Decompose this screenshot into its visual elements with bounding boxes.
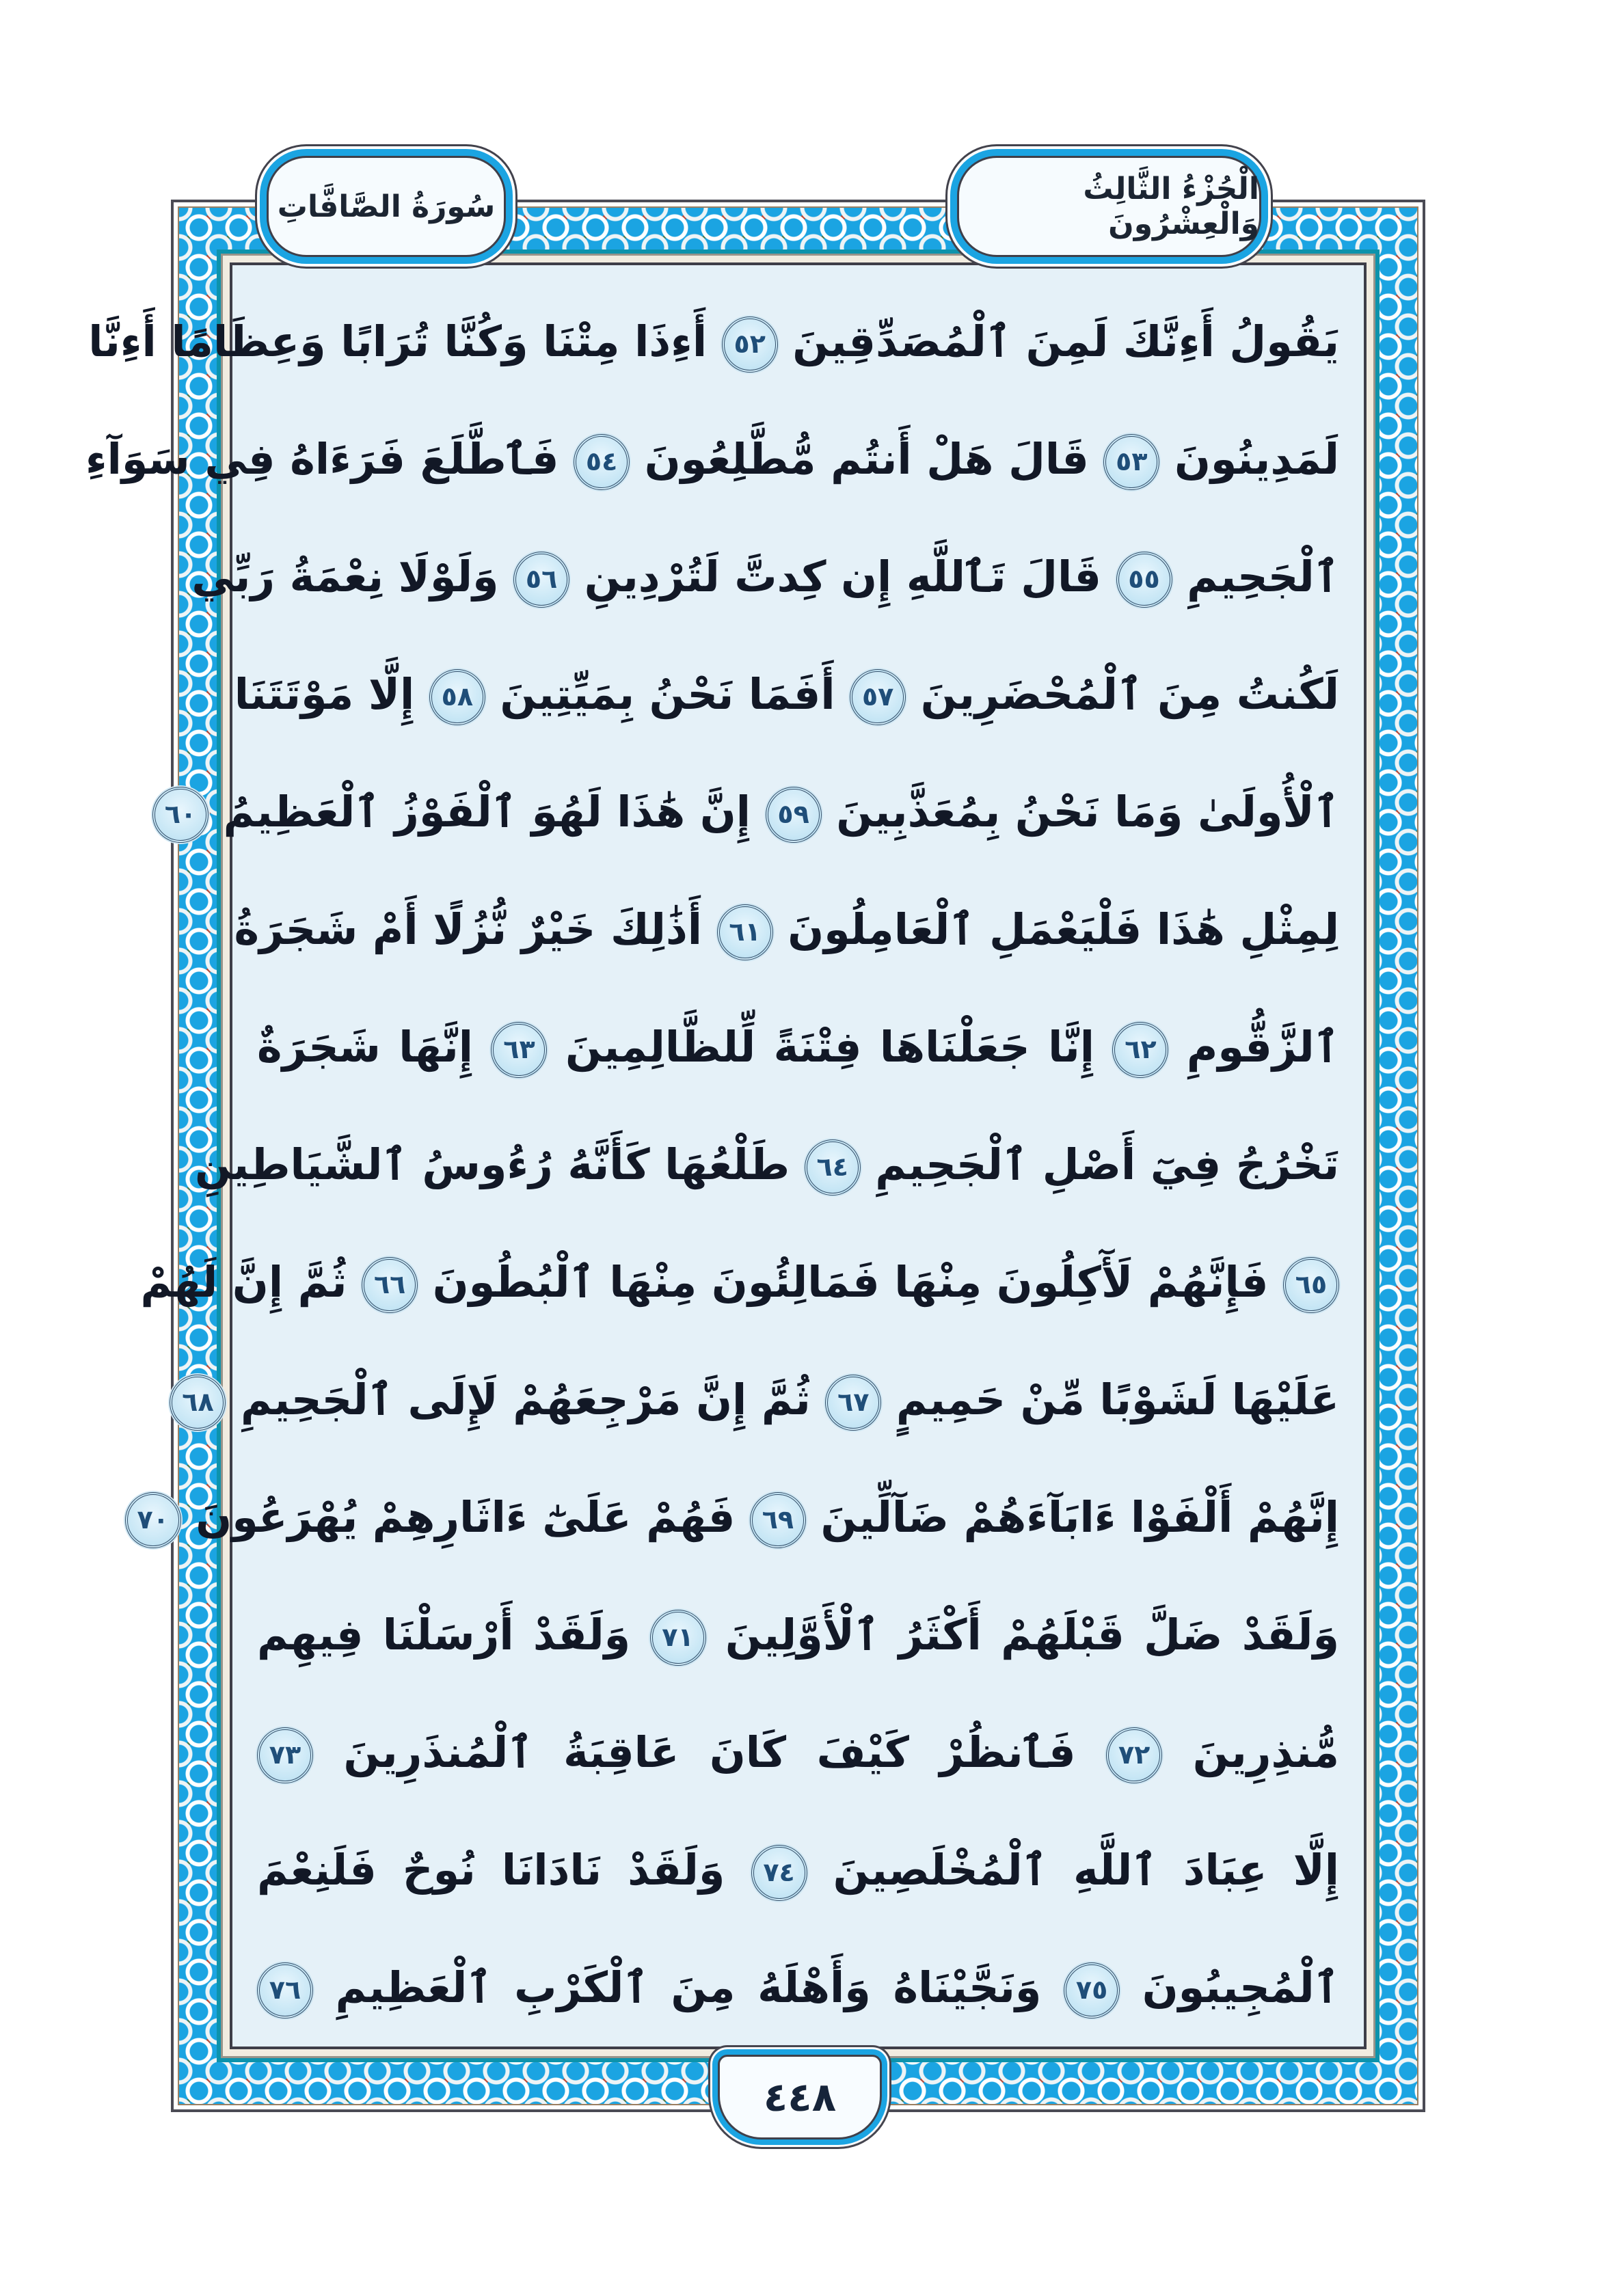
quran-text <box>85 262 1367 2049</box>
ayah-text: وَلَقَدْ نَادَانَا نُوحٌ فَلَنِعْمَ <box>257 1845 751 1895</box>
ayah-text: عَلَيْهَا لَشَوْبًا مِّنْ حَمِيمٍ <box>881 1375 1339 1424</box>
ayah-text: فَهُمْ عَلَىٰٓ ءَاثَارِهِمْ يُهْرَعُونَ <box>180 1492 750 1542</box>
ayah-text: طَلْعُهَا كَأَنَّهُ رُءُوسُ ٱلشَّيَاطِينِ <box>194 1139 805 1189</box>
verse-number-medallion: ٦٣ <box>491 1022 547 1078</box>
arabesque-border-band <box>85 206 1418 2105</box>
ayah-text: ٱلْجَحِيمِ <box>1172 552 1339 602</box>
verse-number-medallion: ٥٩ <box>766 787 822 843</box>
ayah-text: وَلَقَدْ أَرْسَلْنَا فِيهِم <box>257 1610 650 1660</box>
ayah-text: إِنَّا جَعَلْنَاهَا فِتْنَةً لِّلظَّالِمِينَ <box>547 1022 1113 1072</box>
quran-line <box>257 988 1339 1106</box>
ayah-text: إِنَّ هَٰذَا لَهُوَ ٱلْفَوْزُ ٱلْعَظِيمُ <box>208 787 766 837</box>
verse-number-medallion: ٥٧ <box>850 669 906 725</box>
ayah-text: أَفَمَا نَحْنُ بِمَيِّتِينَ <box>485 669 850 719</box>
ayah-text: فَٱنظُرْ كَيْفَ كَانَ عَاقِبَةُ ٱلْمُنذَرِينَ <box>313 1727 1107 1777</box>
quran-line <box>85 401 1339 518</box>
verse-number-medallion: ٧١ <box>650 1610 706 1666</box>
verse-number-medallion: ٦٢ <box>1112 1022 1168 1078</box>
quran-line <box>191 518 1339 636</box>
ayah-text: فَٱطَّلَعَ فَرَءَاهُ فِي سَوَآءِ <box>85 434 574 484</box>
verse-number-medallion: ٧٥ <box>1064 1962 1120 2018</box>
ayah-text: إِلَّا عِبَادَ ٱللَّهِ ٱلْمُخْلَصِينَ <box>807 1845 1339 1895</box>
ayah-text: أَءِذَا مِتْنَا وَكُنَّا تُرَابًا وَعِظَامًا أَءِنَّا <box>88 316 722 366</box>
ayah-text: فَإِنَّهُمْ لَأٓكِلُونَ مِنْهَا فَمَالِئُونَ مِنْهَا ٱلْبُطُونَ <box>418 1257 1283 1307</box>
page-number-label: ٤٤٨ <box>763 2074 837 2120</box>
verse-number-medallion: ٦٥ <box>1283 1257 1339 1313</box>
verse-number-medallion: ٥٨ <box>429 669 485 725</box>
verse-number-medallion: ٧٦ <box>257 1962 313 2018</box>
juz-name-label: الْجُزْءُ الثَّالِثُ وَالْعِشْرُونَ <box>1083 172 1259 241</box>
verse-number-medallion: ٥٢ <box>722 316 778 373</box>
ayah-text: ٱلْأُولَىٰ وَمَا نَحْنُ بِمُعَذَّبِينَ <box>821 787 1339 837</box>
quran-line <box>140 1224 1339 1341</box>
verse-number-medallion: ٧٣ <box>257 1727 313 1783</box>
ayah-text: يَقُولُ أَءِنَّكَ لَمِنَ ٱلْمُصَدِّقِينَ <box>777 316 1339 366</box>
ayah-text: ٱلْمُجِيبُونَ <box>1120 1962 1340 2012</box>
decorative-border-frame <box>85 200 1425 2112</box>
verse-number-medallion: ٥٣ <box>1103 434 1159 490</box>
quran-line <box>182 1341 1339 1459</box>
ayah-text: قَالَ هَلْ أَنتُم مُّطَّلِعُونَ <box>630 434 1104 484</box>
ayah-text: أَذَٰلِكَ خَيْرٌ نُّزُلًا أَمْ شَجَرَةُ <box>234 904 717 954</box>
verse-number-medallion: ٧٤ <box>751 1845 807 1901</box>
ayah-text: إِلَّا مَوْتَتَنَا <box>234 669 429 719</box>
quran-line <box>164 753 1339 871</box>
quran-line <box>257 1694 1339 1811</box>
surah-name-tab <box>267 156 506 257</box>
ayah-text: تَخْرُجُ فِيٓ أَصْلِ ٱلْجَحِيمِ <box>860 1139 1339 1189</box>
quran-line <box>194 1106 1339 1224</box>
quran-line <box>257 1929 1339 2047</box>
verse-number-medallion: ٦٩ <box>750 1492 806 1548</box>
ayah-text: قَالَ تَٱللَّهِ إِن كِدتَّ لَتُرْدِينِ <box>569 552 1116 602</box>
ayah-text: إِنَّهُمْ أَلْفَوْا ءَابَآءَهُمْ ضَآلِّينَ <box>805 1492 1339 1542</box>
quran-line <box>257 1811 1339 1929</box>
quran-line <box>234 871 1339 988</box>
quran-line <box>257 1576 1339 1694</box>
quran-line <box>137 1459 1339 1576</box>
quran-line <box>234 636 1339 753</box>
ayah-text: وَلَقَدْ ضَلَّ قَبْلَهُمْ أَكْثَرُ ٱلْأَوَّلِينَ <box>705 1610 1339 1660</box>
ayah-text: ثُمَّ إِنَّ مَرْجِعَهُمْ لَإِلَى ٱلْجَحِيمِ <box>226 1375 826 1424</box>
surah-name-label: سُورَةُ الصَّافَّاتِ <box>277 189 496 224</box>
verse-number-medallion: ٦٧ <box>825 1375 881 1431</box>
ayah-text: لِمِثْلِ هَٰذَا فَلْيَعْمَلِ ٱلْعَامِلُونَ <box>772 904 1339 954</box>
ayah-text: لَكُنتُ مِنَ ٱلْمُحْضَرِينَ <box>906 669 1339 719</box>
ayah-text: إِنَّهَا شَجَرَةٌ <box>257 1022 492 1072</box>
verse-number-medallion: ٦٨ <box>170 1375 226 1431</box>
ayah-text: ثُمَّ إِنَّ لَهُمْ <box>140 1257 362 1307</box>
verse-number-medallion: ٥٥ <box>1116 552 1172 608</box>
verse-number-medallion: ٦٠ <box>152 787 208 843</box>
verse-number-medallion: ٧٠ <box>125 1492 181 1548</box>
quran-line <box>88 283 1339 401</box>
ayah-text: وَلَوْلَا نِعْمَةُ رَبِّي <box>191 552 514 602</box>
ayah-text: ٱلزَّقُّومِ <box>1168 1022 1339 1072</box>
verse-number-medallion: ٥٤ <box>574 434 630 490</box>
verse-number-medallion: ٧٢ <box>1106 1727 1162 1783</box>
page-number-tab <box>718 2055 882 2139</box>
ayah-text: مُّنذِرِينَ <box>1162 1727 1339 1777</box>
verse-number-medallion: ٥٦ <box>513 552 569 608</box>
ayah-text: وَنَجَّيْنَاهُ وَأَهْلَهُ مِنَ ٱلْكَرْبِ ٱلْعَظِيمِ <box>313 1962 1064 2012</box>
ayah-text: لَمَدِينُونَ <box>1159 434 1339 484</box>
verse-number-medallion: ٦١ <box>717 904 773 960</box>
verse-number-medallion: ٦٦ <box>362 1257 418 1313</box>
verse-number-medallion: ٦٤ <box>805 1139 861 1196</box>
juz-name-tab <box>957 156 1261 257</box>
